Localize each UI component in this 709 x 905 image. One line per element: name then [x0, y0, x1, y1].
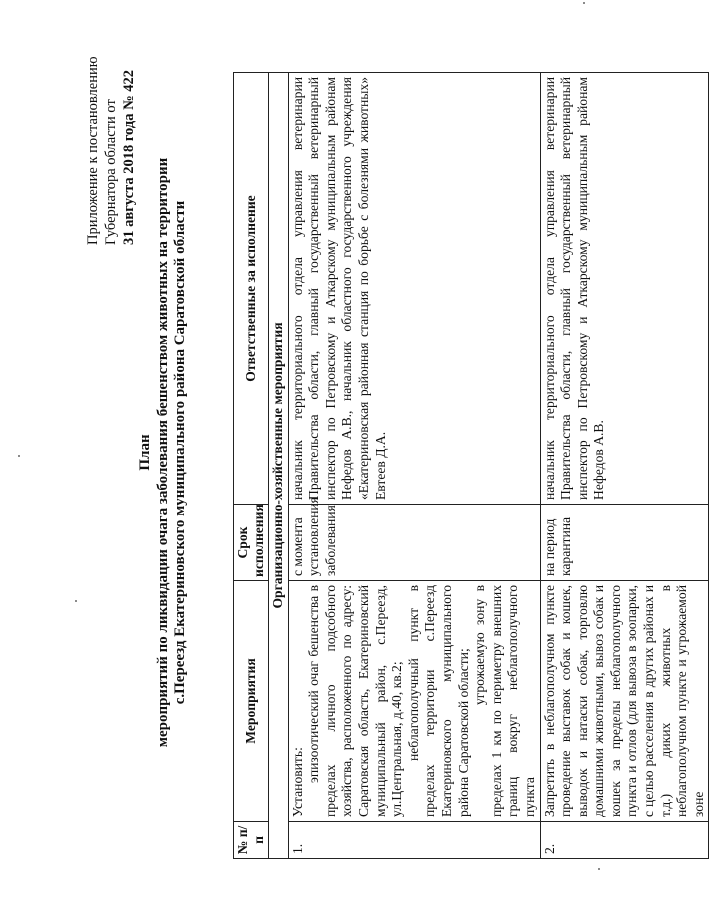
- scan-speck: [18, 455, 20, 457]
- approval-line-1: Приложение к постановлению: [85, 56, 101, 245]
- header-measures: Мероприятия: [234, 581, 269, 822]
- approval-line-2: Губернатора области от: [103, 99, 119, 245]
- header-responsible: Ответственные за исполнение: [234, 73, 269, 505]
- approval-block: [84, 5, 138, 245]
- document-title: [137, 0, 190, 905]
- row-term: с момента установления заболевания: [288, 505, 540, 581]
- measures-table: [233, 72, 709, 859]
- section-row: [269, 73, 289, 859]
- title-line-1: План: [137, 434, 153, 471]
- row-responsible: начальник территориального отдела управления ветеринарии Правительства области, главный государственный ветеринарный инспектор по Петровскому и Аткарскому муниципальным районам Нефедов А.В., начальник областного государственного учреждения «Екатериновская районная станция по борьбе с болезнями животных» Евтеев Д.А.: [288, 73, 540, 505]
- measure-paragraph: эпизоотический очаг бешенства в пределах личного подсобного хозяйства, расположенного по адресу: Саратовская область, Екатериновский муниципальный район, с.Переезд, ул.Центральная, д.40, кв.2;: [306, 585, 405, 817]
- table-row: [288, 73, 540, 859]
- scan-speck: [75, 600, 77, 602]
- scan-speck: [598, 868, 600, 870]
- measure-paragraph: неблагополучный пункт в пределах территории с.Переезд Екатериновского муниципального района Саратовской области;: [405, 585, 471, 817]
- table-header-row: [234, 73, 269, 859]
- row-responsible: начальник территориального отдела управления ветеринарии Правительства области, главный государственный ветеринарный инспектор по Петровскому и Аткарскому муниципальным районам Нефедов А.В.: [540, 73, 709, 505]
- title-line-2: мероприятий по ликвидации очага заболевания бешенством животных на территории: [154, 157, 171, 748]
- header-term: Срок исполнения: [234, 505, 269, 581]
- section-title: Организационно-хозяйственные мероприятия: [269, 73, 289, 859]
- header-num: № п/п: [234, 822, 269, 859]
- row-num: 2.: [540, 822, 709, 859]
- approval-line-3: 31 августа 2018 года № 422: [121, 69, 137, 245]
- measure-paragraph: угрожаемую зону в пределах 1 км по периметру внешних границ вокруг неблагополучного пункта: [472, 585, 537, 817]
- measure-lead: Установить:: [289, 747, 305, 817]
- scan-speck: [583, 2, 585, 4]
- table-row: [540, 73, 709, 859]
- row-measure: [288, 581, 540, 822]
- row-term: на период карантина: [540, 505, 709, 581]
- title-line-3: с.Переезд Екатериновского муниципального района Саратовской области: [172, 200, 188, 705]
- row-num: 1.: [288, 822, 540, 859]
- row-measure: Запретить в неблагополучном пункте проведение выставок собак и кошек, выводок и натаски собак, торговлю домашними животными, вывоз собак и кошек за пределы неблагополучного пункта и отлов (для вывоза в зоопарки, с целью расселения в других районах и т.д.) диких животных в неблагополучном пункте и угрожаемой зоне: [540, 581, 709, 822]
